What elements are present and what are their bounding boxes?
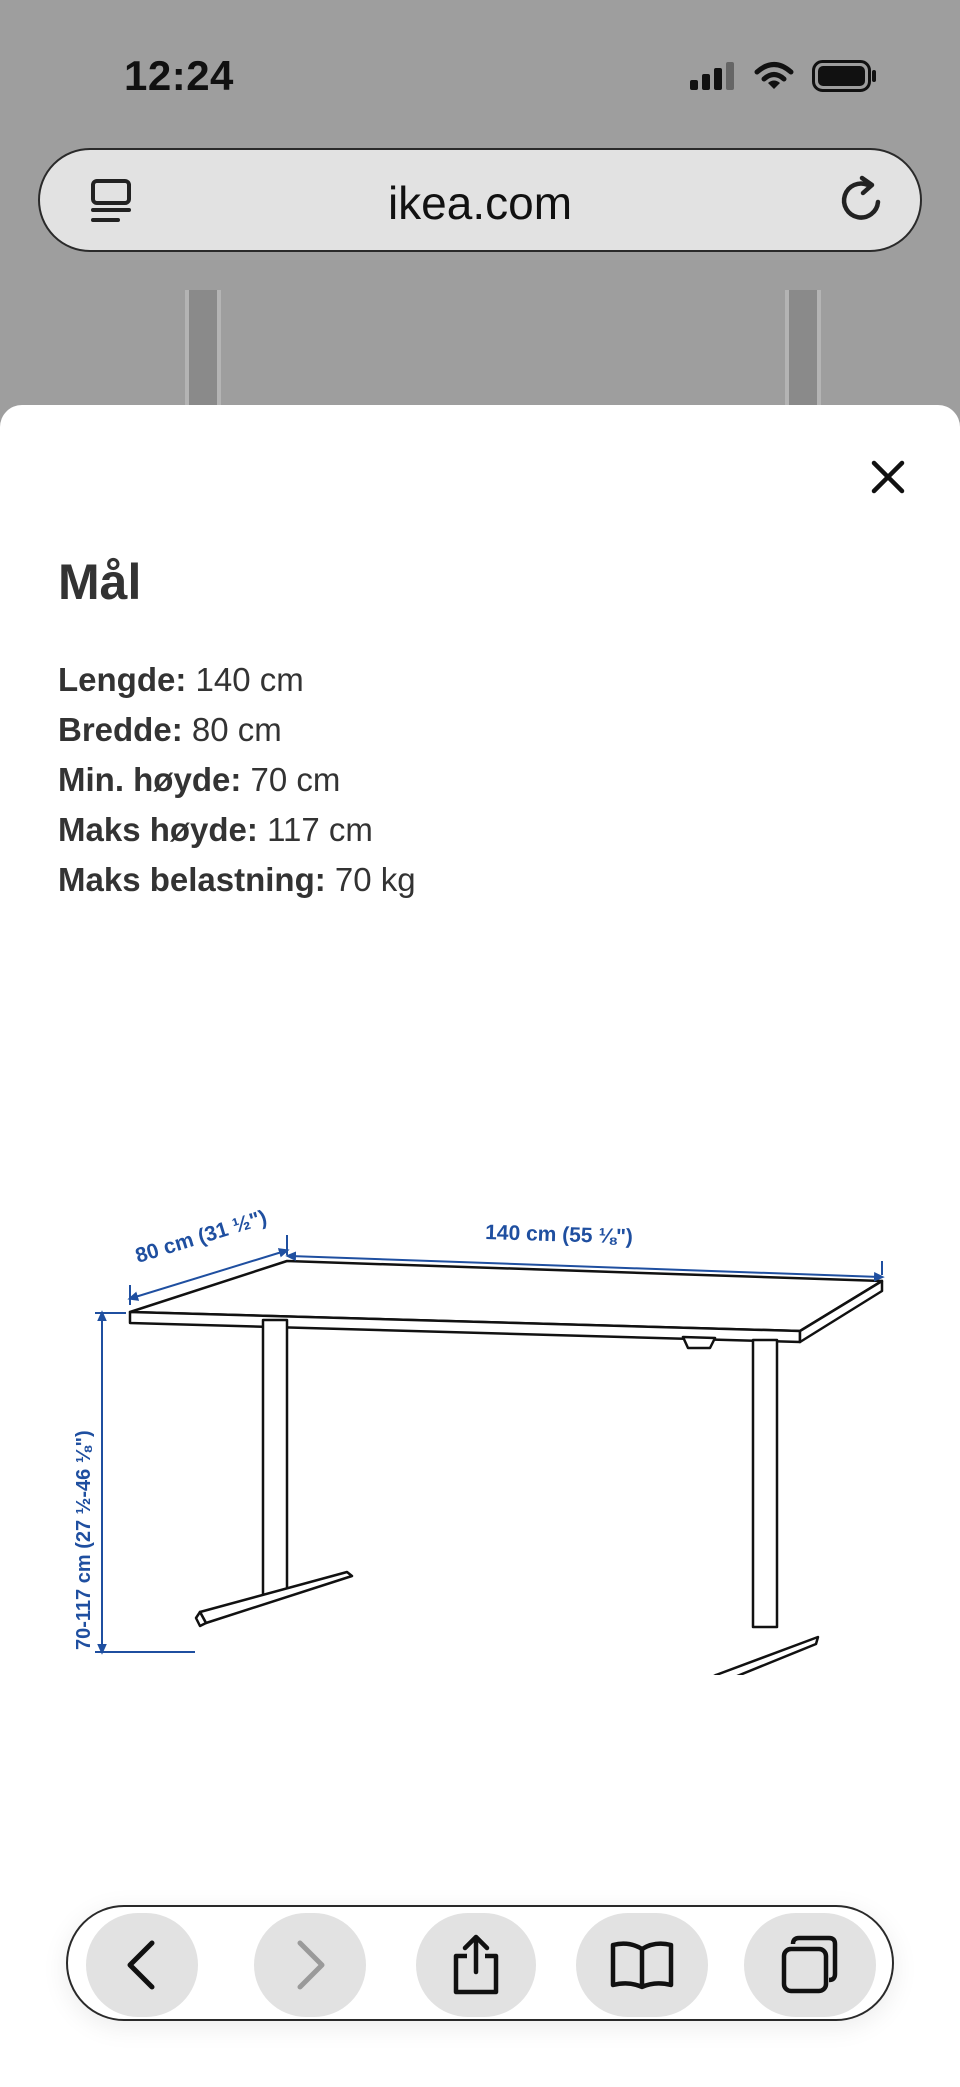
forward-icon[interactable] — [288, 1939, 332, 1991]
background-product-leg-left — [185, 290, 221, 410]
forward-button[interactable] — [254, 1913, 366, 2017]
spec-value: 70 cm — [250, 761, 341, 798]
spec-label: Maks høyde: — [58, 811, 258, 848]
spec-value: 140 cm — [195, 661, 304, 698]
share-button[interactable] — [416, 1913, 536, 2017]
spec-label: Maks belastning: — [58, 861, 326, 898]
width-dimension-label: 140 cm (55 ⅛") — [484, 1221, 634, 1249]
url-text[interactable]: ikea.com — [387, 177, 573, 229]
spec-label: Bredde: — [58, 711, 183, 748]
status-bar — [0, 0, 960, 150]
spec-max-height — [58, 805, 416, 855]
spec-value: 117 cm — [267, 811, 373, 848]
spec-width — [58, 705, 416, 755]
desk-dimension-diagram — [60, 1115, 900, 1675]
back-button[interactable] — [86, 1913, 198, 2017]
back-icon[interactable] — [120, 1939, 164, 1991]
battery-icon — [812, 60, 878, 97]
spec-label: Min. høyde: — [58, 761, 242, 798]
height-dimension-label: 70-117 cm (27 ½-46 ⅛") — [73, 1430, 95, 1650]
specs-list — [58, 655, 416, 905]
bookmarks-button[interactable] — [576, 1913, 708, 2017]
tabs-icon[interactable] — [779, 1934, 841, 1996]
dimensions-sheet — [0, 405, 960, 2087]
spec-max-load — [58, 855, 416, 905]
spec-value: 80 cm — [191, 711, 282, 748]
desk-drawing — [60, 1115, 882, 1675]
close-icon[interactable] — [871, 460, 905, 494]
bookmarks-icon[interactable] — [609, 1939, 675, 1991]
signal-icon — [690, 62, 736, 95]
status-icons — [690, 58, 878, 98]
tabs-button[interactable] — [744, 1913, 876, 2017]
reload-icon[interactable] — [834, 172, 890, 233]
share-icon[interactable] — [450, 1934, 502, 1996]
wifi-icon — [754, 61, 794, 96]
background-product-leg-right — [785, 290, 821, 410]
spec-min-height — [58, 755, 416, 805]
spec-length — [58, 655, 416, 705]
address-bar[interactable] — [38, 148, 922, 252]
status-time: 12:24 — [124, 52, 234, 99]
close-button[interactable] — [856, 445, 920, 509]
browser-toolbar — [66, 1905, 894, 2021]
spec-label: Lengde: — [58, 661, 187, 698]
sheet-title: Mål — [58, 554, 142, 610]
depth-dimension-label: 80 cm (31 ½") — [132, 1206, 270, 1268]
spec-value: 70 kg — [334, 861, 416, 898]
